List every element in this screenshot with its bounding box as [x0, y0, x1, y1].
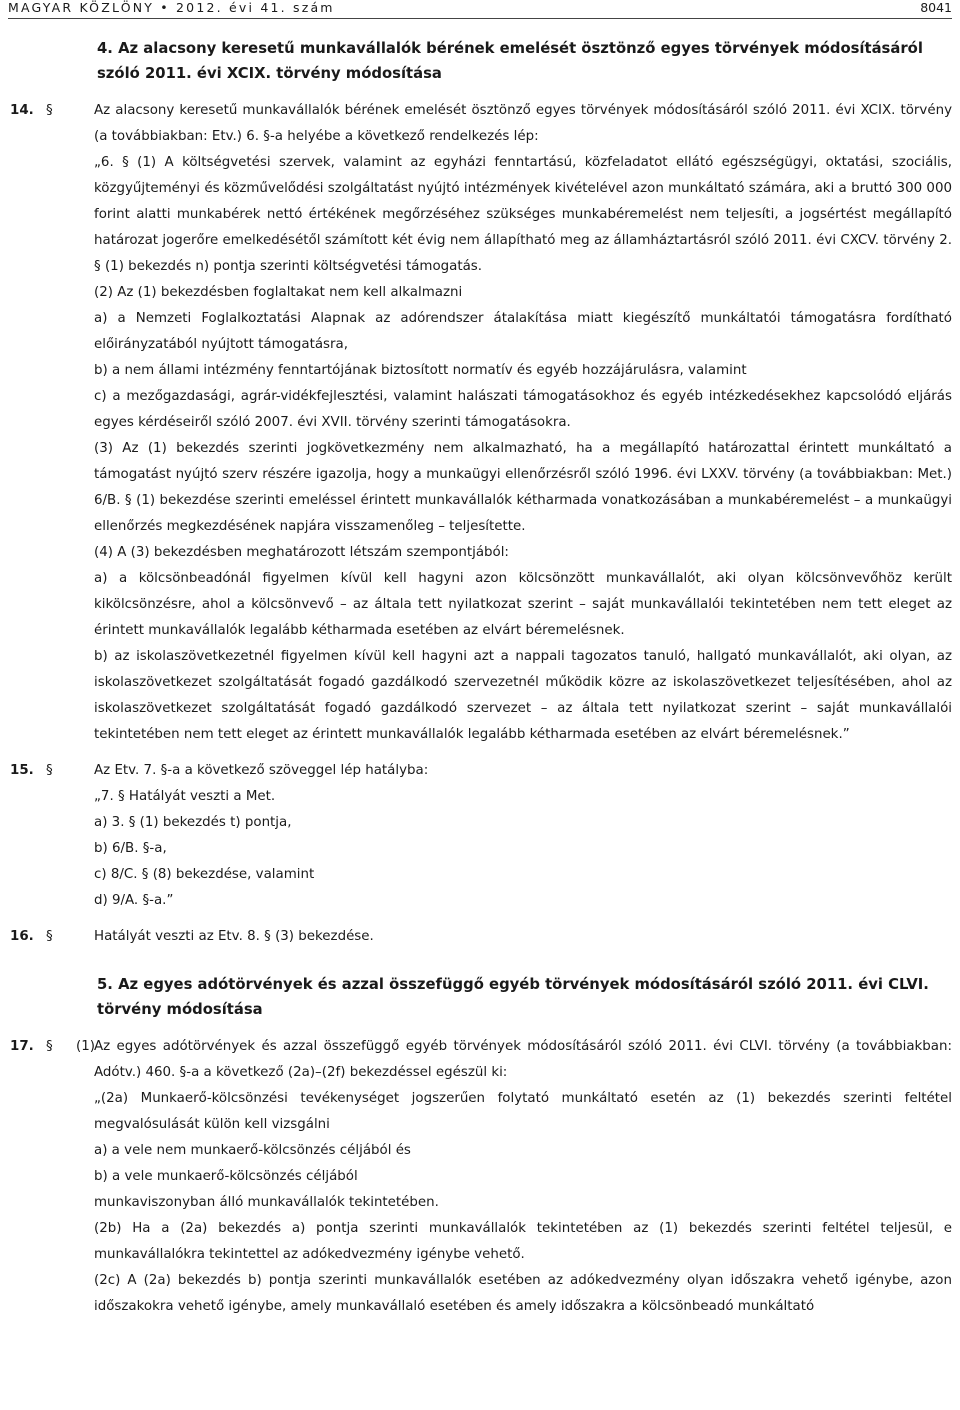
section-body — [94, 924, 952, 950]
paragraph: c) 8/C. § (8) bekezdése, valamint — [94, 867, 315, 882]
section-body — [94, 98, 952, 748]
section-number: 14. — [10, 103, 34, 118]
section-symbol: § — [46, 763, 53, 778]
paragraph: a) a Nemzeti Foglalkoztatási Alapnak az adórendszer átalakítása miatt kiegészítő munkáltatói támogatásra fordítható előirányzatából nyújtott támogatásra, — [94, 311, 952, 352]
paragraph: Az Etv. 7. §-a a következő szöveggel lép hatályba: — [94, 763, 429, 778]
subsection-number: (1) — [76, 1039, 95, 1054]
chapter-heading-4: 4. Az alacsony keresetű munkavállalók bérének emelését ösztönző egyes törvények módosításáról szóló 2011. évi XCIX. törvény módosítása — [97, 40, 923, 82]
paragraph: c) a mezőgazdasági, agrár-vidékfejlesztési, valamint halászati támogatásokhoz és egyéb intézkedésekhez kapcsolódó eljárás egyes kérdéseiről szóló 2007. évi XVII. törvény szerinti támogatásokra. — [94, 389, 952, 430]
section-intro: Az alacsony keresetű munkavállalók bérének emelését ösztönző egyes törvények módosításáról szóló 2011. évi XCIX. törvény (a továbbiakban: Etv.) 6. §-a helyébe a következő rendelkezés lép: — [94, 103, 952, 144]
section-number: 16. — [10, 929, 34, 944]
header-rule — [8, 18, 952, 19]
paragraph: Hatályát veszti az Etv. 8. § (3) bekezdése. — [94, 929, 374, 944]
section-14 — [10, 98, 952, 748]
paragraph: a) a vele nem munkaerő-kölcsönzés céljából és — [94, 1143, 411, 1158]
section-16 — [10, 924, 952, 950]
paragraph: (2c) A (2a) bekezdés b) pontja szerinti munkavállalók esetében az adókedvezmény olyan időszakra vehető igénybe, azon időszakokra vehető igénybe, amely munkavállaló esetében és amely időszakra a kölcsönbeadó munkáltató — [94, 1273, 952, 1314]
paragraph: (2b) Ha a (2a) bekezdés a) pontja szerinti munkavállalók tekintetében az (1) bekezdés szerinti feltétel teljesül, e munkavállalókra tekintettel az adókedvezmény igénybe vehető. — [94, 1221, 952, 1262]
paragraph: a) 3. § (1) bekezdés t) pontja, — [94, 815, 292, 830]
paragraph: b) a vele munkaerő-kölcsönzés céljából — [94, 1169, 358, 1184]
document-body — [10, 36, 952, 1320]
section-number: 15. — [10, 763, 34, 778]
chapter-heading-5: 5. Az egyes adótörvények és azzal összefüggő egyéb törvények módosításáról szóló 2011. évi CLVI. törvény módosítása — [97, 976, 929, 1018]
paragraph: „6. § (1) A költségvetési szervek, valamint az egyházi fenntartású, közfeladatot ellátó egészségügyi, oktatási, szociális, közgyűjteményi és közművelődési szolgáltatást nyújtó intézmények kivételével azon munkáltató számára, aki a bruttó 300 000 forint alatti munkabérek nettó értékének megőrzéséhez szükséges munkabéremelést nem teljesíti, a jogsértést megállapító határozat jogerőre emelkedésétől számított két évig nem állapítható meg az államháztartásról szóló 2011. évi CXCV. törvény 2. § (1) bekezdés n) pontja szerinti költségvetési támogatás. — [94, 155, 952, 274]
section-15 — [10, 758, 952, 914]
section-symbol: § — [46, 103, 53, 118]
paragraph: (4) A (3) bekezdésben meghatározott létszám szempontjából: — [94, 545, 509, 560]
paragraph: b) az iskolaszövetkezetnél figyelmen kívül kell hagyni azt a nappali tagozatos tanuló, hallgató munkavállalót, aki olyan, az iskolaszövetkezet szolgáltatását fogadó gazdálkodó szervezetnél működik közre az iskolaszövetkezet teljesítésében, ahol az iskolaszövetkezet szolgáltatását fogadó gazdálkodó szervezet – az általa tett nyilatkozat szerint – saját munkavállalói tekintetében nem tett eleget az érintett munkavállalók legalább kétharmada esetében az elvárt béremelésnek.” — [94, 649, 952, 742]
paragraph: „(2a) Munkaerő-kölcsönzési tevékenységet jogszerűen folytató munkáltató esetén az (1) bekezdés szerinti feltétel megvalósulását külön kell vizsgálni — [94, 1091, 952, 1132]
paragraph: (2) Az (1) bekezdésben foglaltakat nem kell alkalmazni — [94, 285, 463, 300]
paragraph: b) a nem állami intézmény fenntartójának biztosított normatív és egyéb hozzájárulásra, valamint — [94, 363, 747, 378]
section-body — [94, 758, 952, 914]
paragraph: (3) Az (1) bekezdés szerinti jogkövetkezmény nem alkalmazható, ha a megállapító határozattal érintett munkáltató a támogatást nyújtó szerv részére igazolja, hogy a munkaügyi ellenőrzésről szóló 1996. évi LXXV. törvény (a továbbiakban: Met.) 6/B. § (1) bekezdése szerinti emeléssel érintett munkavállalók kétharmada vonatkozásában a munkabéremelést – a munkaügyi ellenőrzés megkezdésének napjára visszamenőleg – teljesítette. — [94, 441, 952, 534]
section-symbol: § — [46, 1039, 53, 1054]
section-17 — [10, 1034, 952, 1320]
paragraph: b) 6/B. §-a, — [94, 841, 167, 856]
paragraph: munkaviszonyban álló munkavállalók tekintetében. — [94, 1195, 439, 1210]
paragraph: a) a kölcsönbeadónál figyelmen kívül kell hagyni azon kölcsönzött munkavállalót, aki olyan kölcsönvevőhöz került kikölcsönzésre, ahol a kölcsönvevő – az általa tett nyilatkozat szerint – saját munkavállalói tekintetében nem tett eleget az érintett munkavállalók legalább kétharmada esetében az elvárt béremelésnek. — [94, 571, 952, 638]
paragraph: Az egyes adótörvények és azzal összefüggő egyéb törvények módosításáról szóló 2011. évi CLVI. törvény (a továbbiakban: Adótv.) 460. §-a a következő (2a)–(2f) bekezdéssel egészül ki: — [94, 1039, 952, 1080]
section-number: 17. — [10, 1039, 34, 1054]
section-body — [94, 1034, 952, 1320]
paragraph: „7. § Hatályát veszti a Met. — [94, 789, 276, 804]
journal-title: MAGYAR KÖZLÖNY • 2012. évi 41. szám — [8, 0, 335, 15]
paragraph: d) 9/A. §-a.” — [94, 893, 174, 908]
section-symbol: § — [46, 929, 53, 944]
page-number: 8041 — [920, 0, 952, 15]
